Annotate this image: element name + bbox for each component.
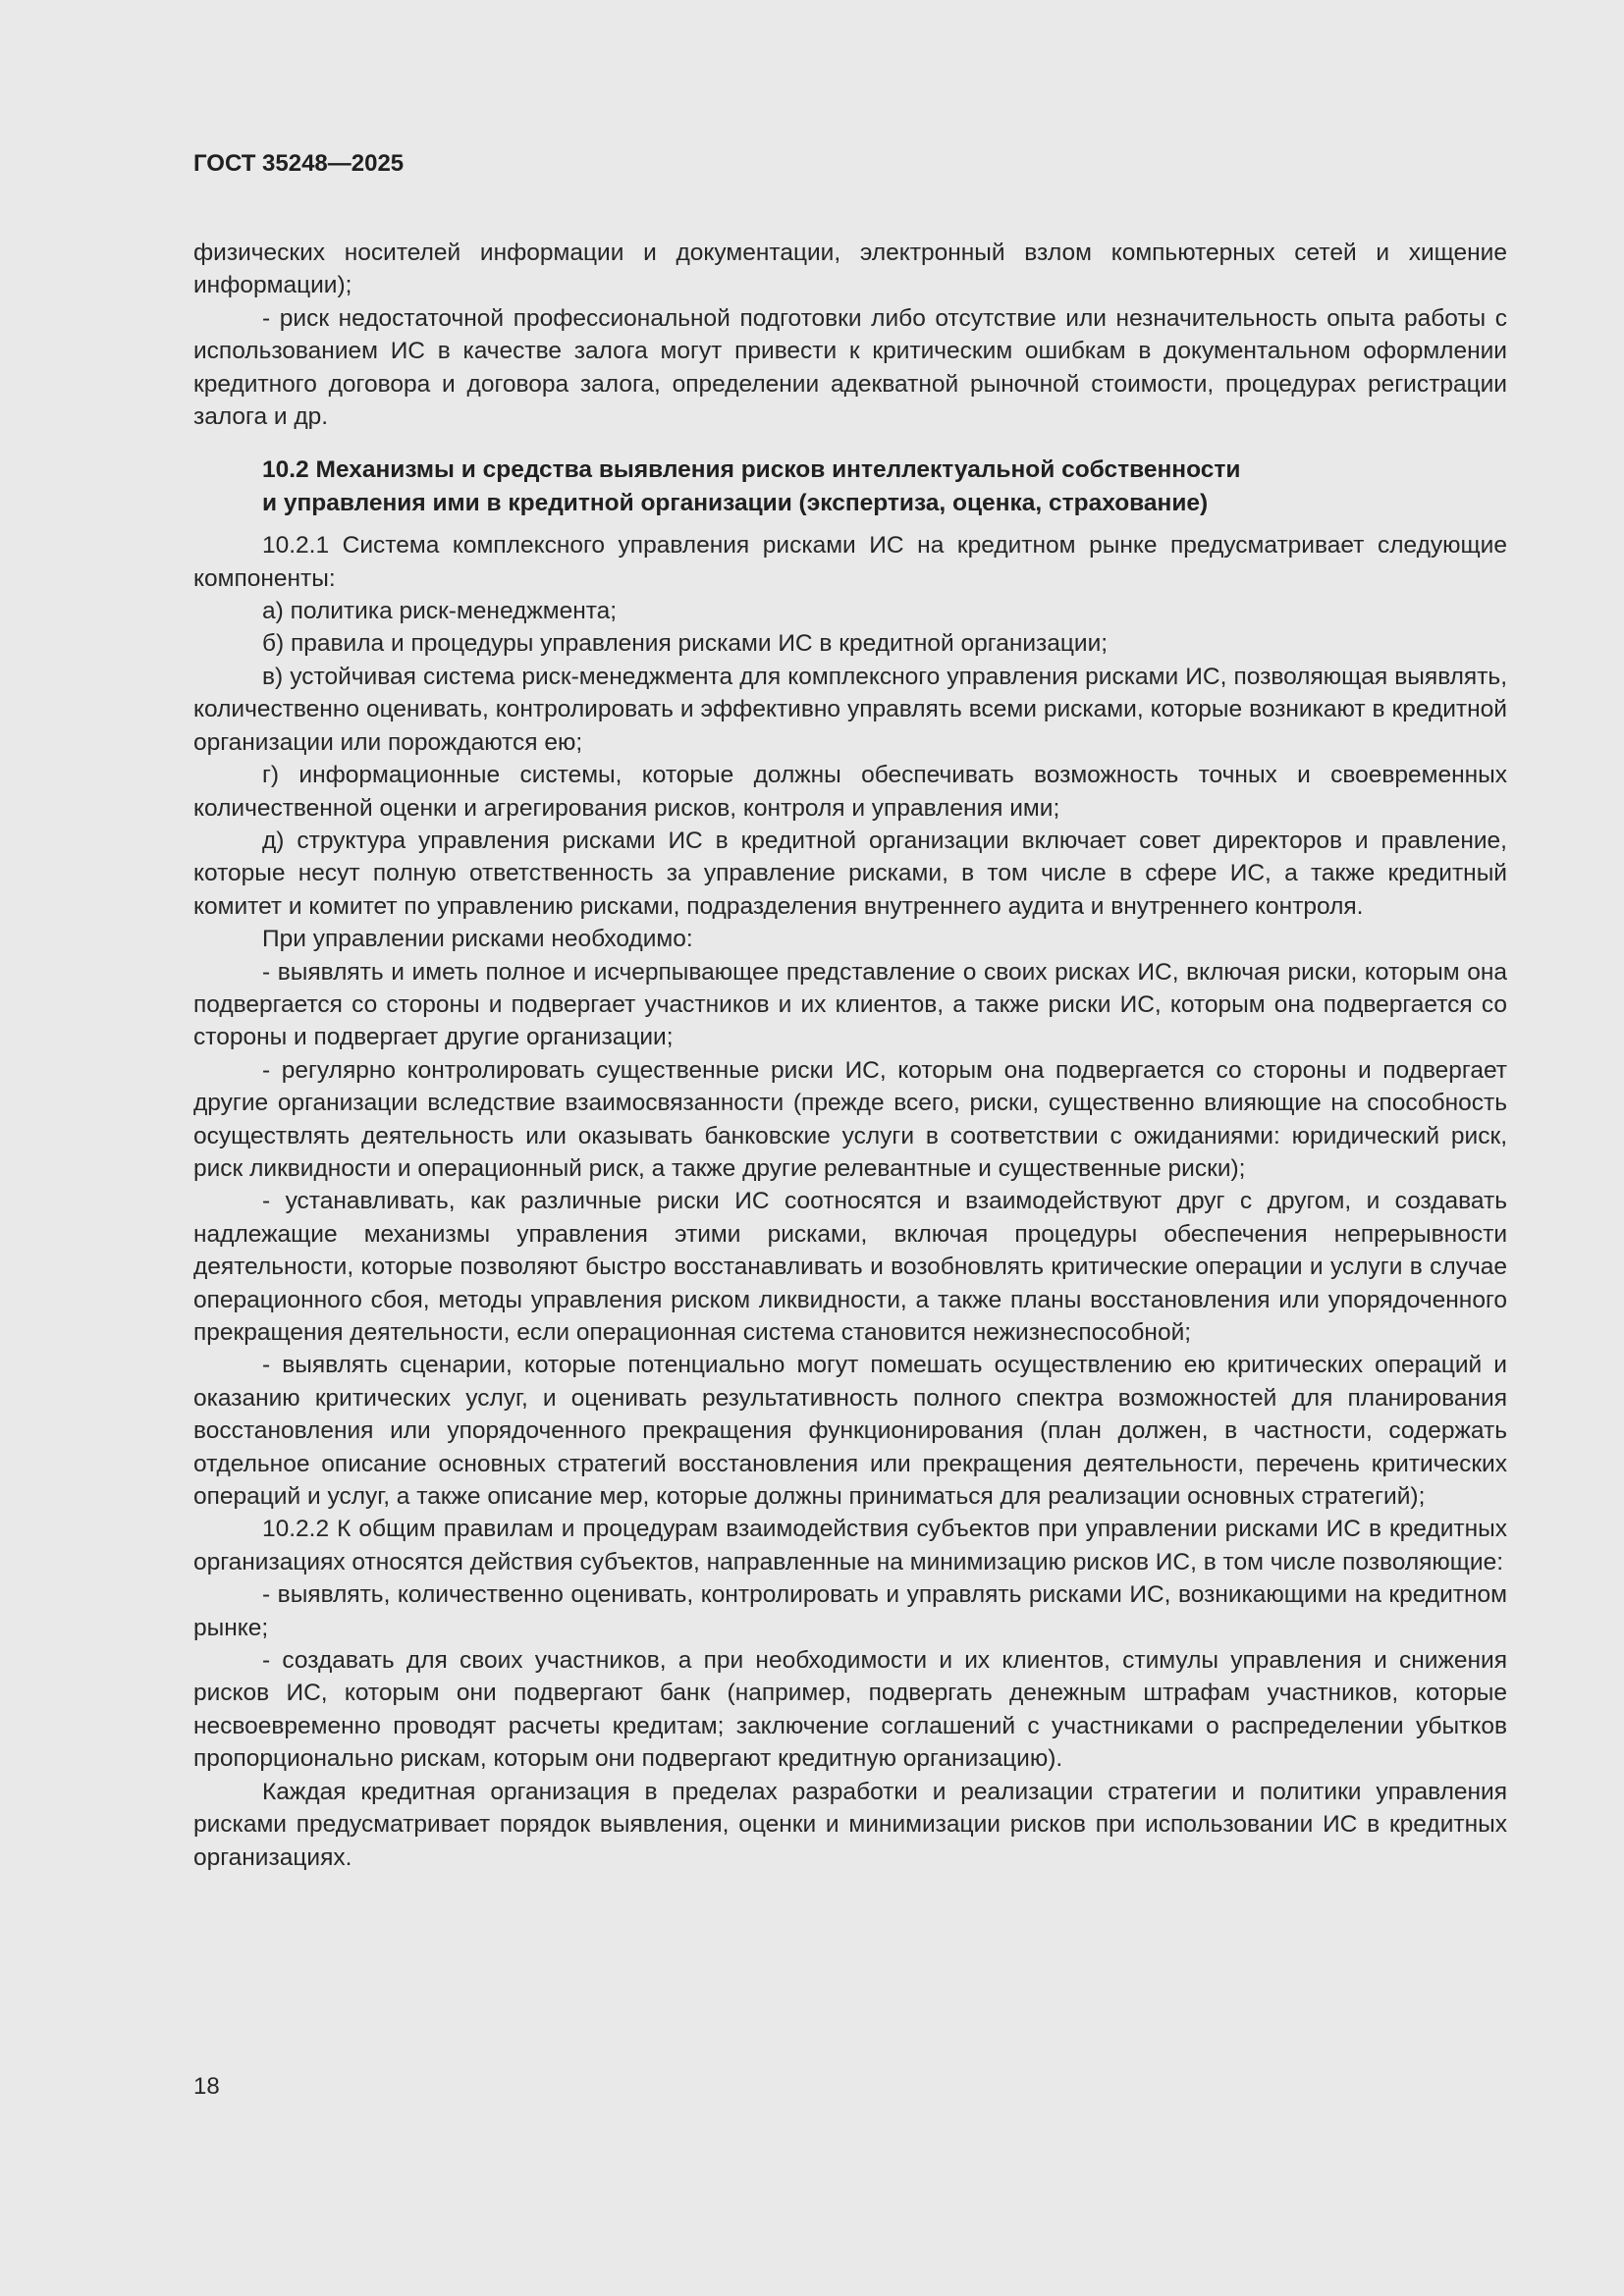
list-item: а) политика риск-менеджмента; [262, 598, 618, 625]
section-heading-line: и управления ими в кредитной организации (экспертиза, оценка, страхование) [262, 489, 1209, 516]
list-item: г) информационные системы, которые должны обеспечивать возможность точных и своевременных количественной оценки и агрегирования рисков, контроля и управления ими; [193, 762, 1507, 822]
list-item: - создавать для своих участников, а при необходимости и их клиентов, стимулы управления и снижения рисков ИС, которым они подвергают банк (например, подвергать денежным штрафам участников, которые несвоевременно проводят расчеты кредитам; заключение соглашений с участниками о распределении убытков пропорционально рискам, которым они подвергают кредитную организацию). [193, 1647, 1507, 1773]
list-item: - регулярно контролировать существенные риски ИС, которым она подвергается со стороны и подвергает другие организации вследствие взаимосвязанности (прежде всего, риски, существенно влияющие на способность осуществлять деятельность или оказывать банковские услуги в соответствии с ожиданиями: юридический риск, риск ликвидности и операционный риск, а также другие релевантные и существенные риски); [193, 1056, 1507, 1182]
standard-header: ГОСТ 35248—2025 [193, 150, 405, 177]
list-item: б) правила и процедуры управления рисками ИС в кредитной организации; [262, 630, 1109, 658]
paragraph: 10.2.1 Система комплексного управления рисками ИС на кредитном рынке предусматривает следующие компоненты: [193, 532, 1507, 592]
list-item: - выявлять сценарии, которые потенциально могут помешать осуществлению ею критических операций и оказанию критических услуг, и оценивать результативность полного спектра возможностей для планирования восстановления или упорядоченного прекращения функционирования (план должен, в частности, содержать отдельное описание основных стратегий восстановления или прекращения деятельности, перечень критических операций и услуг, а также описание мер, которые должны приниматься для реализации основных стратегий); [193, 1352, 1507, 1511]
section-heading-line: 10.2 Механизмы и средства выявления рисков интеллектуальной собственности [262, 456, 1241, 484]
paragraph-continuation: физических носителей информации и документации, электронный взлом компьютерных сетей и хищение информации); [193, 240, 1507, 299]
list-item: д) структура управления рисками ИС в кредитной организации включает совет директоров и правление, которые несут полную ответственность за управление рисками, в том числе в сфере ИС, а также кредитный комитет и комитет по управлению рисками, подразделения внутреннего аудита и внутреннего контроля. [193, 827, 1507, 920]
list-item: - выявлять, количественно оценивать, контролировать и управлять рисками ИС, возникающими на кредитном рынке; [193, 1581, 1507, 1641]
document-page [193, 147, 1507, 1874]
page-number: 18 [193, 2073, 220, 2100]
section-heading [193, 454, 1507, 519]
paragraph: При управлении рисками необходимо: [262, 926, 693, 953]
paragraph: - риск недостаточной профессиональной подготовки либо отсутствие или незначительность опыта работы с использованием ИС в качестве залога могут привести к критическим ошибкам в документальном оформлении кредитного договора и договора залога, определении адекватной рыночной стоимости, процедурах регистрации залога и др. [193, 304, 1507, 431]
list-item: в) устойчивая система риск-менеджмента для комплексного управления рисками ИС, позволяющая выявлять, количественно оценивать, контролировать и эффективно управлять всеми рисками, которые возникают в кредитной организации или порождаются ею; [193, 663, 1507, 756]
paragraph: 10.2.2 К общим правилам и процедурам взаимодействия субъектов при управлении рисками ИС в кредитных организациях относятся действия субъектов, направленные на минимизацию рисков ИС, в том числе позволяющие: [193, 1516, 1507, 1575]
list-item: - устанавливать, как различные риски ИС соотносятся и взаимодействуют друг с другом, и создавать надлежащие механизмы управления этими рисками, включая процедуры обеспечения непрерывности деятельности, которые позволяют быстро восстанавливать и возобновлять критические операции и услуги в случае операционного сбоя, методы управления риском ликвидности, а также планы восстановления или упорядоченного прекращения деятельности, если операционная система становится нежизнеспособной; [193, 1188, 1507, 1346]
paragraph: Каждая кредитная организация в пределах разработки и реализации стратегии и политики управления рисками предусматривает порядок выявления, оценки и минимизации рисков при использовании ИС в кредитных организациях. [193, 1778, 1507, 1871]
body-text [193, 237, 1507, 1874]
list-item: - выявлять и иметь полное и исчерпывающее представление о своих рисках ИС, включая риски, которым она подвергается со стороны и подвергает участников и их клиентов, а также риски ИС, которым она подвергается со стороны и подвергает другие организации; [193, 958, 1507, 1051]
